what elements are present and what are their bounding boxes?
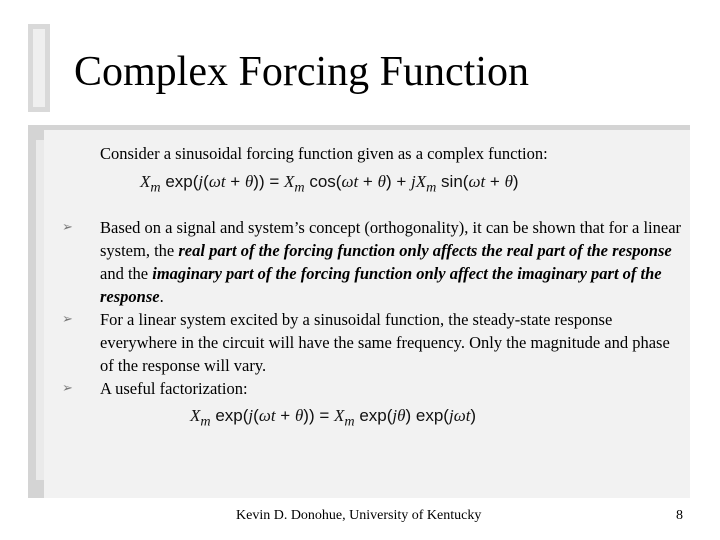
emphasis-text: real part of the forcing function only affects the real part of the response bbox=[178, 241, 672, 260]
intro-text: Consider a sinusoidal forcing function given as a complex function: bbox=[100, 144, 548, 163]
title-decor-bar-inner bbox=[33, 29, 45, 107]
arrow-bullet-icon: ➢ bbox=[62, 312, 73, 327]
bullet-item: ➢ Based on a signal and system’s concept (orthogonality), it can be shown that for a linear system, the real part of the forcing function only affects the real part of the response and the imaginary part of the forcing function only affect the imaginary part of the response. bbox=[62, 218, 682, 306]
bullet-item: ➢ For a linear system excited by a sinusoidal function, the steady-state response everywhere in the circuit will have the same frequency. Only the magnitude and phase of the response will vary. bbox=[62, 310, 670, 375]
bullet-list bbox=[62, 216, 682, 400]
content-decor-bar-inner bbox=[36, 140, 44, 480]
euler-formula: $X_m$ $\exp(j(\omega t + \theta)) = X_m$ $\cos(\omega t + \theta) + jX_m$ sin(ωt + θ) bbox=[140, 172, 519, 196]
page-number: 8 bbox=[676, 508, 683, 523]
factorization-formula: $X_m$ $\exp(j(\omega t + \theta)) = X_m$ exp(jθ) exp(jωt) bbox=[190, 406, 477, 430]
footer-credit: Kevin D. Donohue, University of Kentucky bbox=[236, 508, 482, 523]
emphasis-text: imaginary part of the forcing function only affect the imaginary part of the response bbox=[100, 264, 662, 306]
arrow-bullet-icon: ➢ bbox=[62, 381, 73, 396]
slide-title: Complex Forcing Function bbox=[74, 49, 529, 95]
arrow-bullet-icon: ➢ bbox=[62, 220, 73, 235]
bullet-item: ➢ A useful factorization: bbox=[62, 379, 248, 398]
